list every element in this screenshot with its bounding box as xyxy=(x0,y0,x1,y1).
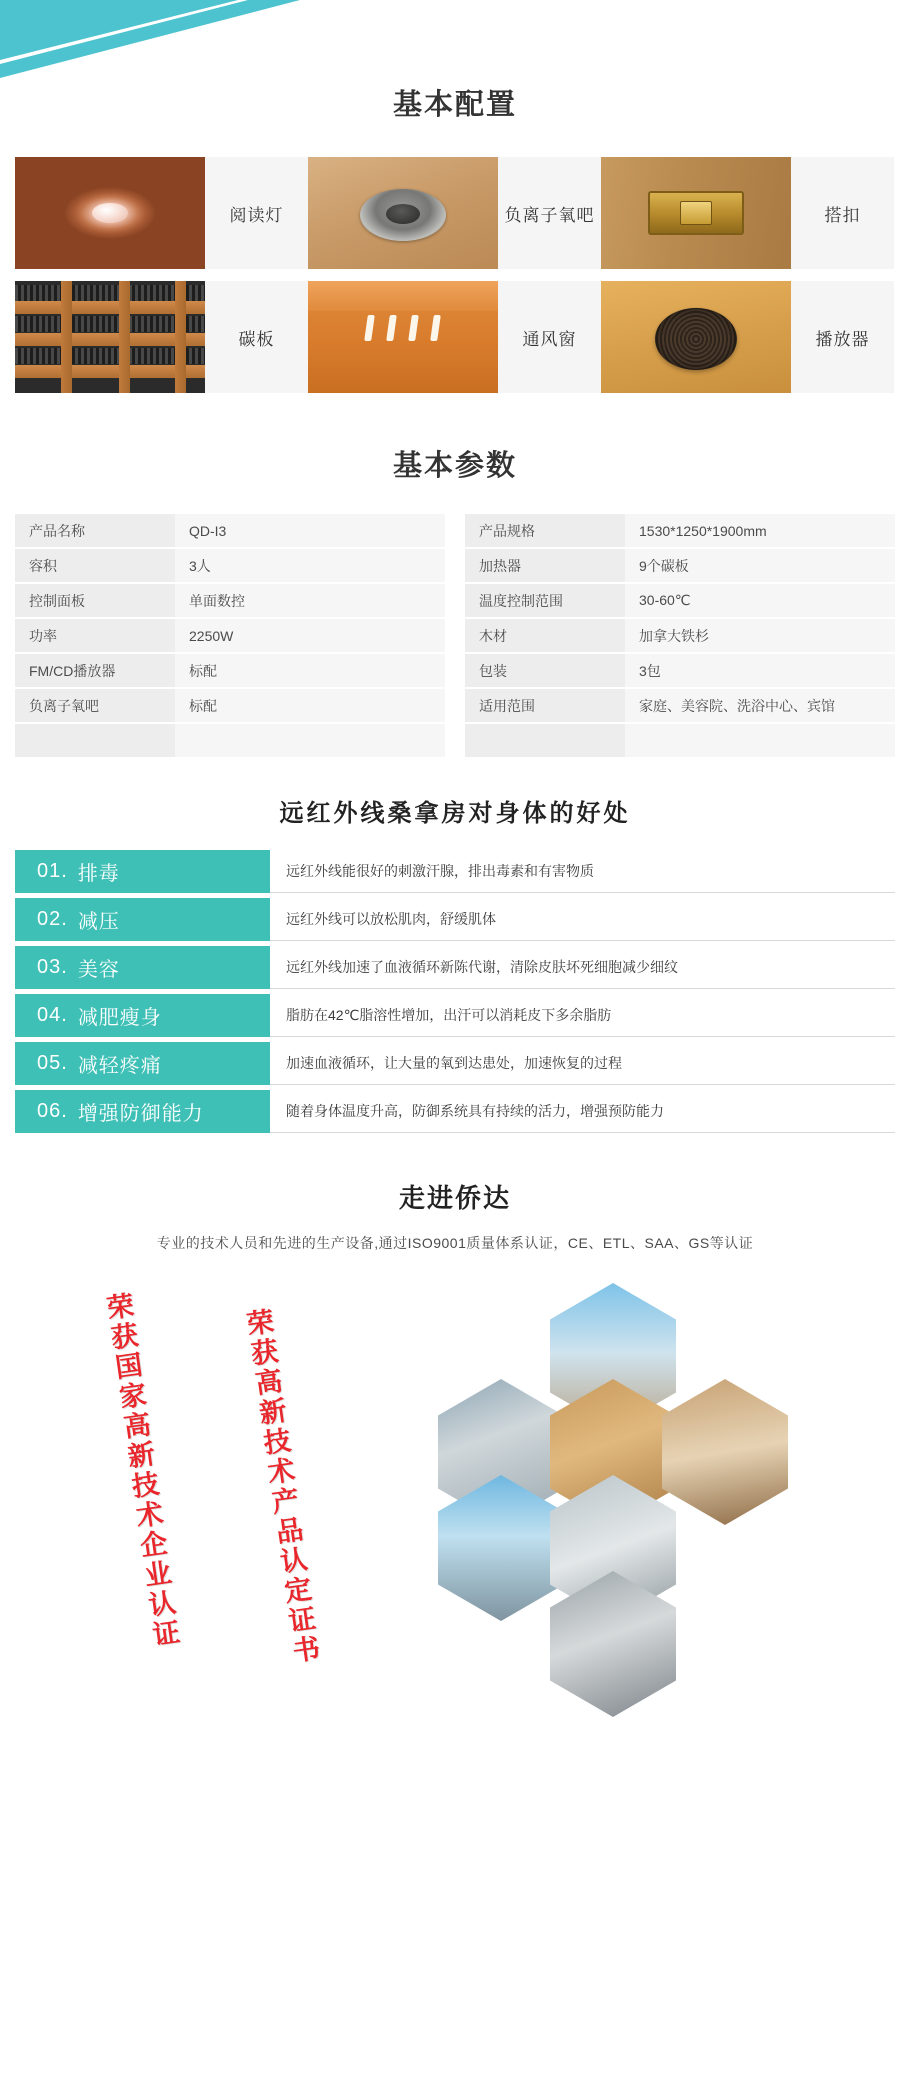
list-item xyxy=(15,1042,895,1085)
config-item-speaker xyxy=(601,281,894,393)
benefit-name: 减轻疼痛 xyxy=(77,1055,162,1077)
benefit-label xyxy=(15,850,270,893)
benefit-number: 05. xyxy=(37,1052,68,1074)
benefit-label xyxy=(15,946,270,989)
config-item-latch xyxy=(601,157,894,269)
config-item-label: 通风窗 xyxy=(522,329,577,349)
benefit-label xyxy=(15,994,270,1037)
benefits-list xyxy=(15,850,895,1133)
param-key: 功率 xyxy=(15,618,175,653)
about-title: 走进侨达 xyxy=(398,1183,511,1213)
table-row xyxy=(465,583,895,618)
config-item-reading-light xyxy=(15,157,308,269)
benefit-description: 远红外线加速了血液循环新陈代谢，清除皮肤坏死细胞减少细纹 xyxy=(270,946,895,989)
benefit-number: 04. xyxy=(37,1004,68,1026)
param-value: 9个碳板 xyxy=(625,548,895,583)
vent-window-icon xyxy=(308,281,498,393)
benefit-description: 远红外线可以放松肌肉，舒缓肌体 xyxy=(270,898,895,941)
param-key: 温度控制范围 xyxy=(465,583,625,618)
carbon-panel-icon xyxy=(15,281,205,393)
param-value: 标配 xyxy=(175,653,445,688)
param-key: FM/CD播放器 xyxy=(15,653,175,688)
config-item-label: 阅读灯 xyxy=(229,205,284,225)
config-item-vent-window xyxy=(308,281,601,393)
list-item xyxy=(15,946,895,989)
param-key: 包装 xyxy=(465,653,625,688)
certificate-text-national-hi-tech: 荣获国家高新技术企业认证 xyxy=(101,1290,181,1652)
benefit-description: 加速血液循环，让大量的氧到达患处，加速恢复的过程 xyxy=(270,1042,895,1085)
param-value: 家庭、美容院、洗浴中心、宾馆 xyxy=(625,688,895,723)
param-value: 2250W xyxy=(175,618,445,653)
basic-configuration-title: 基本配置 xyxy=(392,89,517,121)
param-key: 容积 xyxy=(15,548,175,583)
param-value: 3人 xyxy=(175,548,445,583)
param-value: 标配 xyxy=(175,688,445,723)
param-key xyxy=(465,723,625,758)
table-row xyxy=(15,618,445,653)
table-row xyxy=(465,688,895,723)
about-subtitle: 专业的技术人员和先进的生产设备,通过ISO9001质量体系认证，CE、ETL、SAA、GS等认证 xyxy=(156,1235,754,1251)
benefit-description: 脂肪在42℃脂溶性增加，出汗可以消耗皮下多余脂肪 xyxy=(270,994,895,1037)
basic-parameters-title: 基本参数 xyxy=(392,450,517,482)
parameters-table xyxy=(15,514,895,759)
worker-photo xyxy=(662,1379,788,1525)
config-item-label: 搭扣 xyxy=(824,205,861,225)
table-row xyxy=(465,548,895,583)
benefit-label xyxy=(15,1090,270,1133)
benefits-title: 远红外线桑拿房对身体的好处 xyxy=(279,800,631,827)
config-item-label: 负离子氧吧 xyxy=(504,205,595,225)
speaker-icon xyxy=(601,281,791,393)
parameters-left-column xyxy=(15,514,445,759)
param-key: 控制面板 xyxy=(15,583,175,618)
param-value: QD-I3 xyxy=(175,514,445,548)
table-row xyxy=(15,653,445,688)
reading-light-icon xyxy=(15,157,205,269)
config-item-label: 碳板 xyxy=(238,329,275,349)
benefit-description: 随着身体温度升高，防御系统具有持续的活力，增强预防能力 xyxy=(270,1090,895,1133)
basic-configuration-gallery xyxy=(15,157,895,393)
benefit-label xyxy=(15,1042,270,1085)
table-row xyxy=(15,548,445,583)
list-item xyxy=(15,1090,895,1133)
table-row-empty xyxy=(465,723,895,758)
config-item-carbon-panel xyxy=(15,281,308,393)
table-row xyxy=(465,514,895,548)
benefit-name: 减压 xyxy=(77,911,120,933)
param-value xyxy=(175,723,445,758)
table-row xyxy=(15,583,445,618)
table-row xyxy=(465,618,895,653)
benefit-number: 03. xyxy=(37,956,68,978)
config-item-label: 播放器 xyxy=(815,329,870,349)
benefit-name: 排毒 xyxy=(77,863,120,885)
param-value xyxy=(625,723,895,758)
factory-showcase xyxy=(0,1279,910,1679)
list-item xyxy=(15,994,895,1037)
param-key xyxy=(15,723,175,758)
param-key: 适用范围 xyxy=(465,688,625,723)
table-row-empty xyxy=(15,723,445,758)
benefit-description: 远红外线能很好的刺激汗腺，排出毒素和有害物质 xyxy=(270,850,895,893)
benefit-number: 06. xyxy=(37,1100,68,1122)
benefit-number: 02. xyxy=(37,908,68,930)
benefit-name: 增强防御能力 xyxy=(77,1103,204,1125)
param-value: 单面数控 xyxy=(175,583,445,618)
param-key: 加热器 xyxy=(465,548,625,583)
param-key: 产品名称 xyxy=(15,514,175,548)
certificate-text-hi-tech-product: 荣获高新技术产品认定证书 xyxy=(241,1306,321,1668)
param-key: 产品规格 xyxy=(465,514,625,548)
param-value: 3包 xyxy=(625,653,895,688)
parameters-right-column xyxy=(465,514,895,759)
config-row-1 xyxy=(15,157,895,269)
table-row xyxy=(15,688,445,723)
config-item-ion-oxygen-bar xyxy=(308,157,601,269)
param-key: 负离子氧吧 xyxy=(15,688,175,723)
benefit-name: 减肥瘦身 xyxy=(77,1007,162,1029)
config-row-2 xyxy=(15,281,895,393)
latch-icon xyxy=(601,157,791,269)
list-item xyxy=(15,850,895,893)
param-value: 1530*1250*1900mm xyxy=(625,514,895,548)
param-key: 木材 xyxy=(465,618,625,653)
list-item xyxy=(15,898,895,941)
param-value: 30-60℃ xyxy=(625,583,895,618)
table-row xyxy=(15,514,445,548)
ion-oxygen-bar-icon xyxy=(308,157,498,269)
benefit-name: 美容 xyxy=(77,959,120,981)
factory-photo-cluster xyxy=(430,1279,760,1679)
benefit-number: 01. xyxy=(37,860,68,882)
table-row xyxy=(465,653,895,688)
param-value: 加拿大铁杉 xyxy=(625,618,895,653)
benefit-label xyxy=(15,898,270,941)
